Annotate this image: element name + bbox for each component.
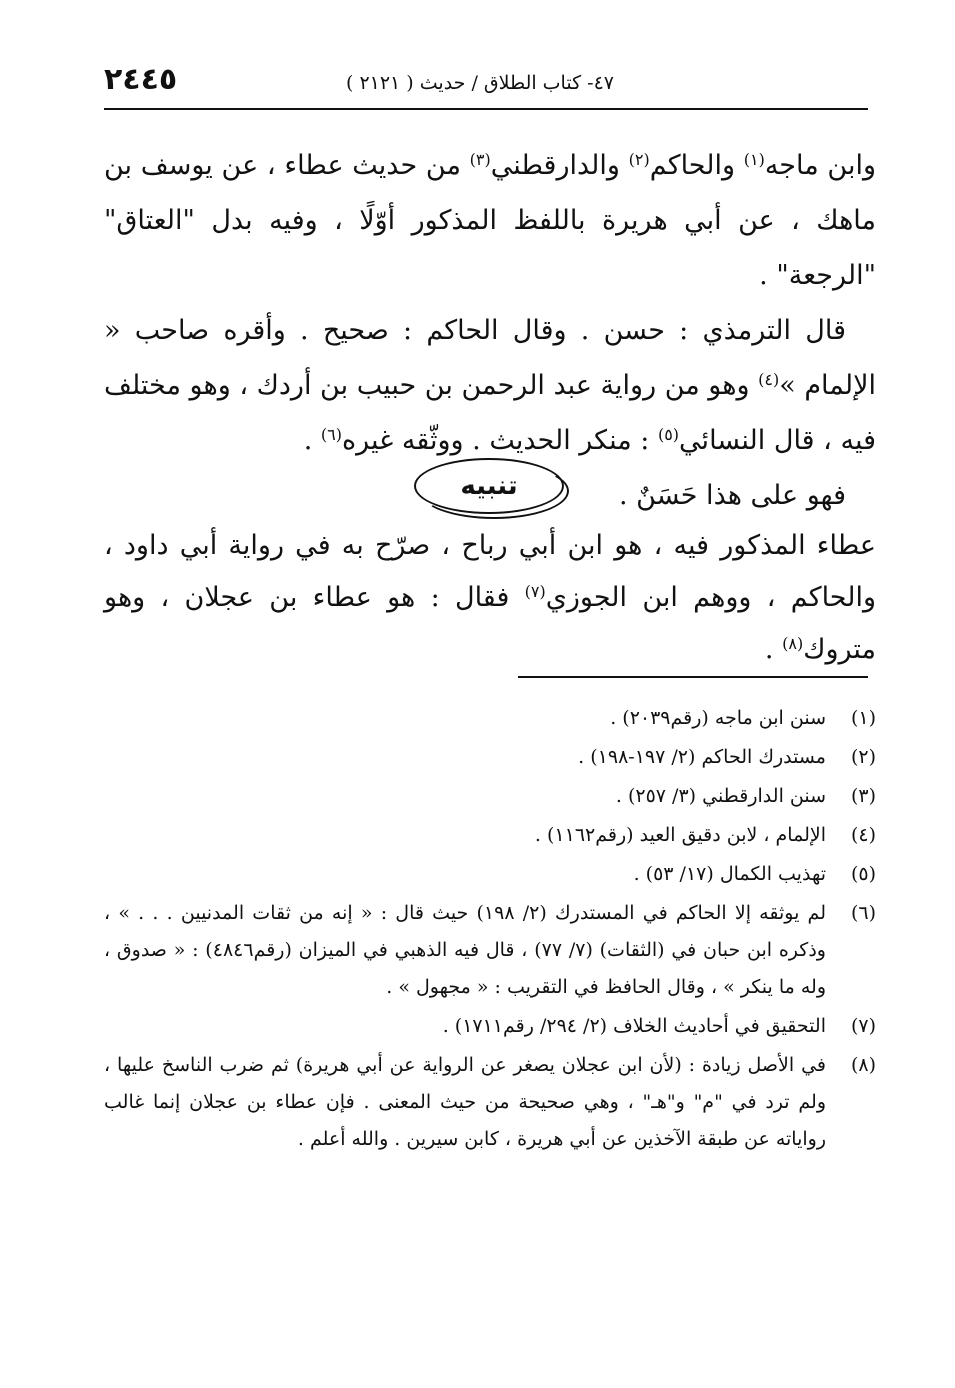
text-run: . [764,634,783,665]
footnote [104,700,876,737]
footnote-number: (٨) [850,1054,876,1076]
text-run: من حديث عطاء ، عن يوسف بن ماهك ، عن أبي هريرة باللفظ المذكور أوّلًا ، وفيه بدل "العتاق" "الرجعة" . [104,150,876,291]
footnote-text: التحقيق في أحاديث الخلاف (٢/ ٢٩٤/ رقم١٧١١) . [442,1015,826,1037]
footnote-text: تهذيب الكمال (١٧/ ٥٣) . [633,863,826,885]
footnote-number: (٣) [850,785,876,807]
footnote-text: مستدرك الحاكم (٢/ ١٩٧-١٩٨) . [578,746,826,768]
footnotes [104,700,876,1160]
footnote-text: في الأصل زيادة : (لأن ابن عجلان يصغر عن الرواية عن أبي هريرة) ثم ضرب الناسخ عليها ، ولم ترد في "م" و"هـ" ، وهي صحيحة من حيث المعنى . فإن عطاء بن عجلان إنما غالب رواياته عن طبقة الآخذين عن أبي هريرة ، كابن سيرين . والله أعلم . [104,1054,826,1150]
tanbih-oval [414,458,564,514]
footnote-number: (١) [850,707,876,729]
footnote-number: (٦) [850,902,876,924]
footnote [104,1008,876,1045]
footnote-ref-2: (٢) [628,150,650,169]
footnote-number: (٥) [850,863,876,885]
footnote-ref-8: (٨) [782,634,804,653]
paragraph-1 [104,138,876,303]
paragraph-2 [104,303,876,468]
footnote-ref-1: (١) [743,150,765,169]
text-run: عطاء المذكور فيه ، هو ابن أبي رباح ، صرّح به في رواية أبي داود ، والحاكم ، ووهم ابن الجوزي [104,530,876,613]
page-number: ٢٤٤٥ [104,62,178,97]
footnote-number: (٤) [850,824,876,846]
text-run: وهو من رواية عبد الرحمن بن حبيب بن أردك ، وهو مختلف فيه ، قال النسائي [104,370,876,456]
tanbih-text [104,520,876,676]
footnote-text: سنن ابن ماجه (رقم٢٠٣٩) . [610,707,826,729]
text-run: والحاكم [649,150,744,181]
footnote-ref-6: (٦) [320,425,342,444]
footnote [104,856,876,893]
footnote-text: الإلمام ، لابن دقيق العيد (رقم١١٦٢) . [534,824,826,846]
text-run: فقال : هو عطاء بن عجلان ، وهو متروك [104,582,876,665]
footnote-number: (٢) [850,746,876,768]
header-rule [104,108,868,110]
paragraph-3: فهو على هذا حَسَنٌ . [618,480,846,511]
text-run: قال الترمذي : حسن . وقال الحاكم : صحيح . وأقره صاحب « الإلمام » [104,315,877,401]
footnote-text: لم يوثقه إلا الحاكم في المستدرك (٢/ ١٩٨) حيث قال : « إنه من ثقات المدنيين . . . » ، وذكره ابن حبان في (الثقات) (٧/ ٧٧) ، قال فيه الذهبي في الميزان (رقم٤٨٤٦) : « صدوق ، وله ما ينكر » ، وقال الحافظ في التقريب : « مجهول » . [104,902,826,998]
running-title: ٤٧- كتاب الطلاق / حديث ( ٢١٢١ ) [345,72,615,94]
text-run: : منكر الحديث . ووثّقه غيره [341,425,658,456]
footnote-ref-3: (٣) [469,150,491,169]
text-run: . [303,425,321,456]
footnote [104,817,876,854]
footnote-separator [518,676,868,678]
footnote [104,778,876,815]
footnote-text: سنن الدارقطني (٣/ ٢٥٧) . [615,785,826,807]
footnote [104,1047,876,1158]
footnote-number: (٧) [850,1015,876,1037]
text-run: والدارقطني [490,150,629,181]
footnote-ref-7: (٧) [524,582,546,601]
footnote [104,895,876,1006]
section-heading: تنبيه [460,471,518,501]
footnote [104,739,876,776]
footnote-ref-4: (٤) [758,370,780,389]
footnote-ref-5: (٥) [657,425,680,444]
paragraph-4 [104,520,876,676]
text-run: وابن ماجه [764,150,876,181]
